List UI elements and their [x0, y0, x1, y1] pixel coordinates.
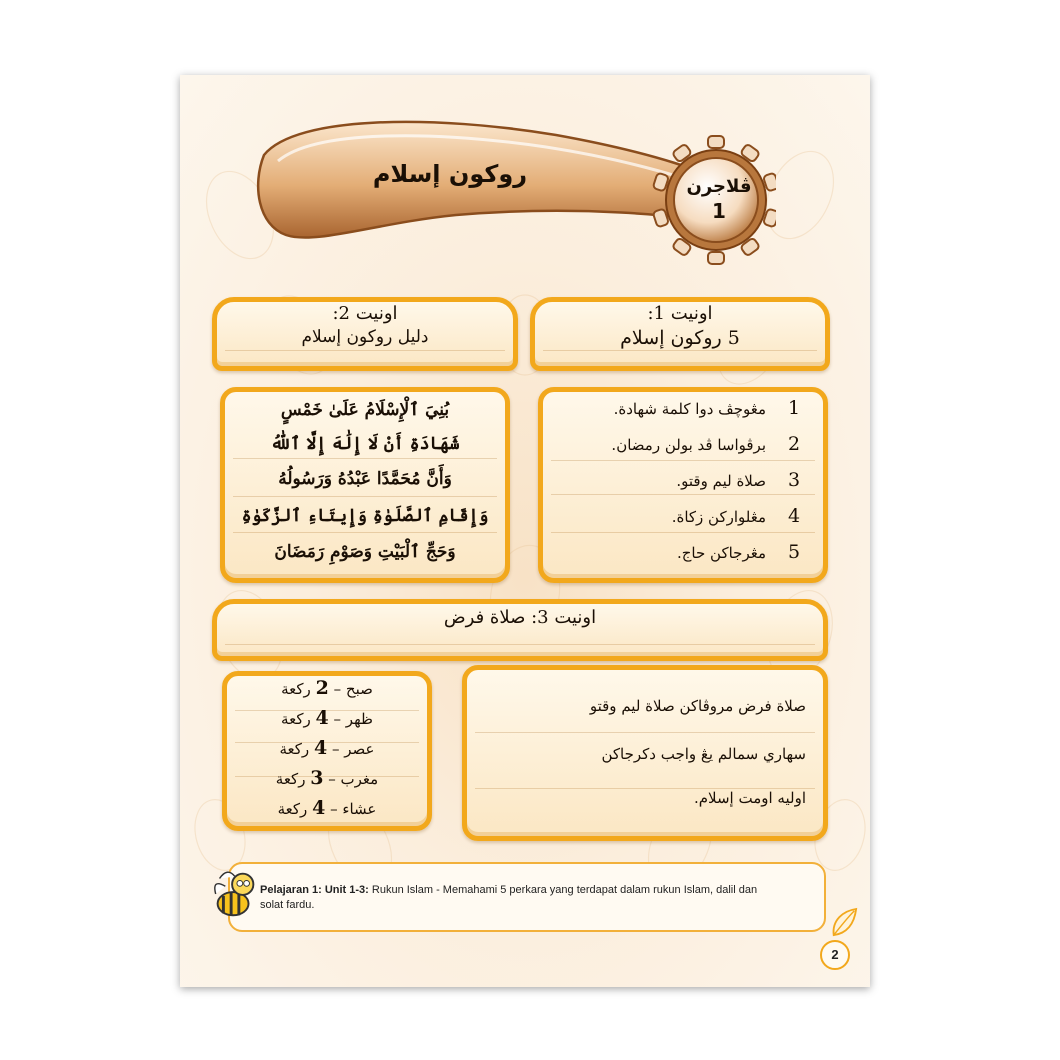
list-item — [614, 397, 804, 419]
prayer-name: عشاء — [342, 800, 377, 818]
list-item-text: صلاة ليم وقتو. — [676, 472, 766, 490]
prayer-row — [222, 707, 432, 729]
unit2-subheading: دليل روكون إسلام — [301, 327, 429, 347]
list-item-number: 1 — [787, 397, 801, 419]
list-item — [676, 469, 804, 491]
prayer-dash: – — [333, 680, 342, 698]
rakaat-unit: ركعة — [281, 680, 311, 698]
bee-mascot-icon — [206, 865, 264, 923]
list-item-number: 5 — [787, 541, 801, 563]
prayer-row — [222, 737, 432, 759]
list-item — [677, 541, 804, 563]
prayer-dash: – — [328, 770, 336, 788]
page-title: روكون إسلام — [372, 160, 528, 188]
leaf-icon — [830, 907, 858, 939]
paragraph-line: صلاة فرض مروڤاكن صلاة ليم وقتو — [589, 697, 806, 715]
list-item-text: مڠلواركن زكاة. — [671, 508, 766, 526]
hadith-line: وَحَجِّ ٱلْبَيْتِ وَصَوْمِ رَمَضَانَ — [274, 542, 456, 562]
prayer-name: ظهر — [345, 710, 373, 728]
summary-text — [260, 883, 760, 913]
workbook-page — [180, 75, 870, 987]
prayer-name: مغرب — [340, 770, 379, 788]
list-item-text: مڠرجاكن حاج. — [676, 544, 766, 562]
unit2-heading: اونيت 2: — [332, 303, 398, 324]
hadith-line: وَأَنَّ مُحَمَّدًا عَبْدُهُ وَرَسُولُهُ — [278, 469, 452, 489]
rakaat-count: 2 — [315, 677, 329, 699]
unit1-heading: اونيت 1: — [647, 303, 713, 324]
rakaat-unit: ركعة — [279, 740, 310, 758]
prayer-name: عصر — [344, 740, 375, 758]
unit3-paragraph — [462, 665, 828, 841]
prayers-list — [222, 671, 432, 831]
paragraph-line: سهاري سمالم يڠ واجب دكرجاكن — [601, 745, 806, 763]
rakaat-unit: ركعة — [281, 710, 311, 728]
list-item-number: 4 — [787, 505, 801, 527]
unit1-list — [538, 387, 828, 583]
hadith-line: وَإِقَامِ ٱلصَّلَوٰةِ وَإِيتَاءِ ٱلزَّكَوٰةِ — [241, 506, 489, 526]
list-item-text: مڠوچڤ دوا كلمة شهادة. — [613, 400, 766, 418]
hadith-line: بُنِيَ ٱلْإِسْلَامُ عَلَىٰ خَمْسٍ — [280, 400, 450, 420]
lesson-label: ڤلاجرن — [686, 176, 752, 197]
page-number: 2 — [820, 940, 850, 970]
list-item-number: 3 — [787, 469, 801, 491]
summary-body: Rukun Islam - Memahami 5 perkara yang terdapat dalam rukun Islam, dalil dan solat fardu. — [260, 884, 758, 911]
hadith-line: شَهَادَةِ أَنْ لَا إِلَٰهَ إِلَّا ٱللّٰهُ — [270, 434, 460, 454]
rakaat-count: 3 — [310, 767, 324, 789]
prayer-dash: – — [333, 710, 342, 728]
paragraph-line: اوليه اومت إسلام. — [693, 789, 806, 807]
rakaat-unit: ركعة — [275, 770, 306, 788]
rakaat-count: 4 — [315, 707, 329, 729]
prayer-name: صبح — [345, 680, 373, 698]
prayer-row — [222, 797, 432, 819]
list-item-text: برڤواسا ڤد بولن رمضان. — [611, 436, 766, 454]
list-item — [611, 433, 804, 455]
unit3-heading: اونيت 3: صلاة فرض — [443, 607, 597, 628]
list-item-number: 2 — [787, 433, 801, 455]
list-item — [672, 505, 804, 527]
lesson-badge — [678, 176, 760, 223]
prayer-dash: – — [330, 800, 338, 818]
rakaat-unit: ركعة — [277, 800, 308, 818]
summary-label: Pelajaran 1: Unit 1-3: — [260, 884, 369, 896]
unit1-subheading: 5 روكون إسلام — [620, 327, 740, 349]
lesson-number: 1 — [712, 199, 726, 223]
prayer-row — [222, 677, 432, 699]
prayer-dash: – — [331, 740, 340, 758]
hadith-text — [220, 387, 510, 583]
rakaat-count: 4 — [313, 737, 328, 759]
rakaat-count: 4 — [312, 797, 326, 819]
prayer-row — [222, 767, 432, 789]
